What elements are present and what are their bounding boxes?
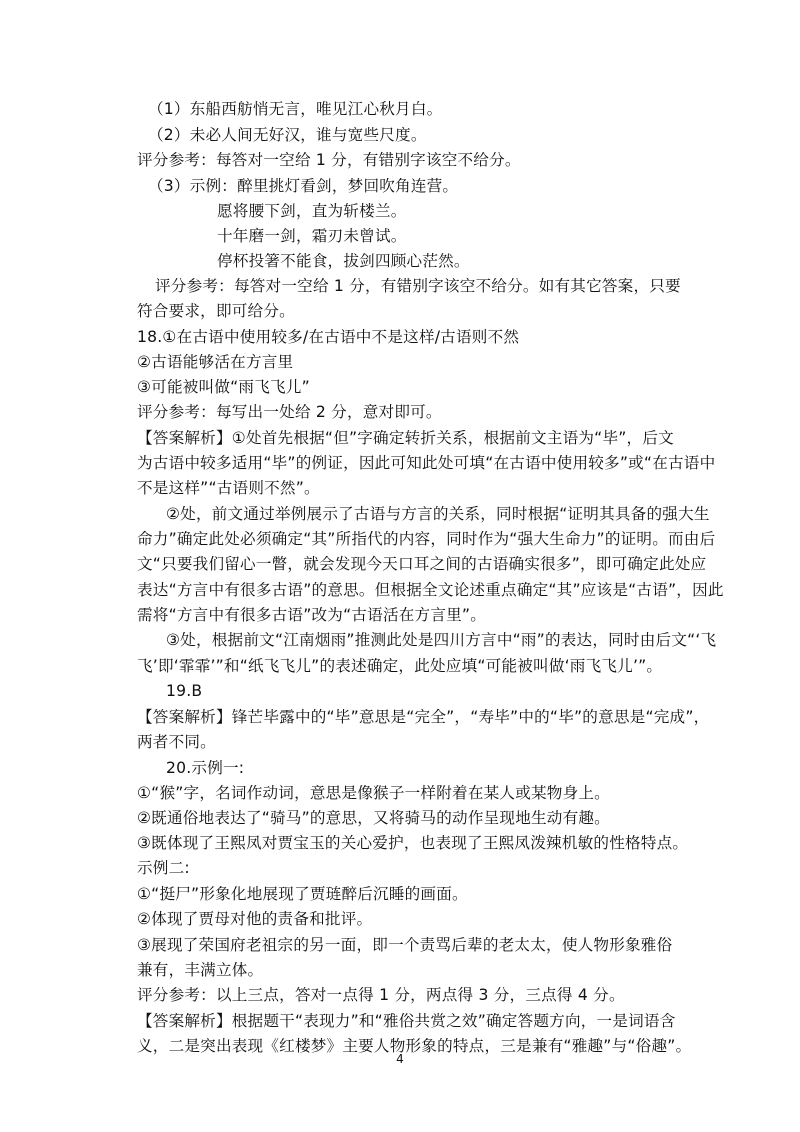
example-item: 兼有，丰满立体。: [137, 961, 264, 979]
answer-19: 19.B: [166, 682, 203, 700]
example-item: ②既通俗地表达了“骑马”的意思，又将骑马的动作呈现地生动有趣。: [137, 809, 610, 827]
example-item: ②体现了贾母对他的责备和批评。: [137, 910, 373, 928]
scoring-note: 评分参考：每答对一空给 1 分，有错别字该空不给分。: [137, 151, 521, 169]
answer-17-1: （1）东船西舫悄无言，唯见江心秋月白。: [148, 100, 443, 118]
analysis-paragraph: 【答案解析】锋芒毕露中的“毕”意思是“完全”，“寿毕”中的“毕”的意思是“完成”，: [137, 708, 710, 726]
answer-18-2: ②古语能够活在方言里: [137, 353, 294, 371]
analysis-paragraph: 需将“方言中有很多古语”改为“古语活在方言里”。: [137, 606, 486, 624]
analysis-paragraph: 飞’即‘霏霏’”和“纸飞飞儿”的表述确定，此处应填“可能被叫做‘雨飞飞儿’”。: [137, 657, 663, 675]
analysis-paragraph: 两者不同。: [137, 733, 216, 751]
answer-20: 20.示例一:: [166, 759, 245, 777]
example-item: ①“挺尸”形象化地展现了贾琏醉后沉睡的画面。: [137, 885, 468, 903]
analysis-paragraph: 【答案解析】根据题干“表现力”和“雅俗共赏之效”确定答题方向，一是词语含: [137, 1012, 676, 1030]
answer-17-3-example-4: 停杯投箸不能食，拔剑四顾心茫然。: [217, 252, 470, 270]
analysis-paragraph: 【答案解析】①处首先根据“但”字确定转折关系，根据前文主语为“毕”，后文: [137, 429, 674, 447]
analysis-paragraph: 文“只要我们留心一瞥，就会发现今天口耳之间的古语确实很多”，即可确定此处应: [137, 555, 707, 573]
page-number: 4: [396, 1052, 404, 1066]
analysis-paragraph: 为古语中较多适用“毕”的例证，因此可知此处可填“在古语中使用较多”或“在古语中: [137, 454, 716, 472]
analysis-paragraph: ③处，根据前文“江南烟雨”推测此处是四川方言中“雨”的表达，同时由后文“‘飞: [166, 631, 717, 649]
answer-18-3: ③可能被叫做“雨飞飞儿”: [137, 378, 310, 396]
answer-17-2: （2）未必人间无好汉，谁与宽些尺度。: [148, 126, 427, 144]
scoring-note: 评分参考：以上三点，答对一点得 1 分，两点得 3 分，三点得 4 分。: [137, 986, 625, 1004]
example-item: ①“猴”字，名词作动词，意思是像猴子一样附着在某人或某物身上。: [137, 784, 610, 802]
answer-18: 18.①在古语中使用较多/在古语中不是这样/古语则不然: [137, 328, 520, 346]
answer-17-3-example-3: 十年磨一剑，霜刃未曾试。: [217, 227, 407, 245]
analysis-paragraph: ②处，前文通过举例展示了古语与方言的关系，同时根据“证明其具备的强大生: [166, 505, 710, 523]
example-heading: 示例二:: [137, 859, 190, 877]
analysis-paragraph: 表达“方言中有很多古语”的意思。但根据全文论述重点确定“其”应该是“古语”，因此: [137, 581, 724, 599]
analysis-paragraph: 不是这样”“古语则不然”。: [137, 479, 320, 497]
scoring-note-continued: 符合要求，即可给分。: [137, 302, 295, 320]
scoring-note: 评分参考：每写出一处给 2 分，意对即可。: [137, 403, 442, 421]
analysis-paragraph: 义，二是突出表现《红楼梦》主要人物形象的特点，三是兼有“雅趣”与“俗趣”。: [137, 1037, 692, 1055]
answer-17-3-example-2: 愿将腰下剑，直为斩楼兰。: [217, 202, 407, 220]
answer-17-3: （3）示例：醉里挑灯看剑，梦回吹角连营。: [148, 177, 459, 195]
example-item: ③既体现了王熙凤对贾宝玉的关心爱护，也表现了王熙凤泼辣机敏的性格特点。: [137, 834, 689, 852]
example-item: ③展现了荣国府老祖宗的另一面，即一个责骂后辈的老太太，使人物形象雅俗: [137, 936, 673, 954]
scoring-note: 评分参考：每答对一空给 1 分，有错别字该空不给分。如有其它答案，只要: [155, 277, 681, 295]
analysis-paragraph: 命力”确定此处必须确定“其”所指代的内容，同时作为“强大生命力”的证明。而由后: [137, 530, 716, 548]
